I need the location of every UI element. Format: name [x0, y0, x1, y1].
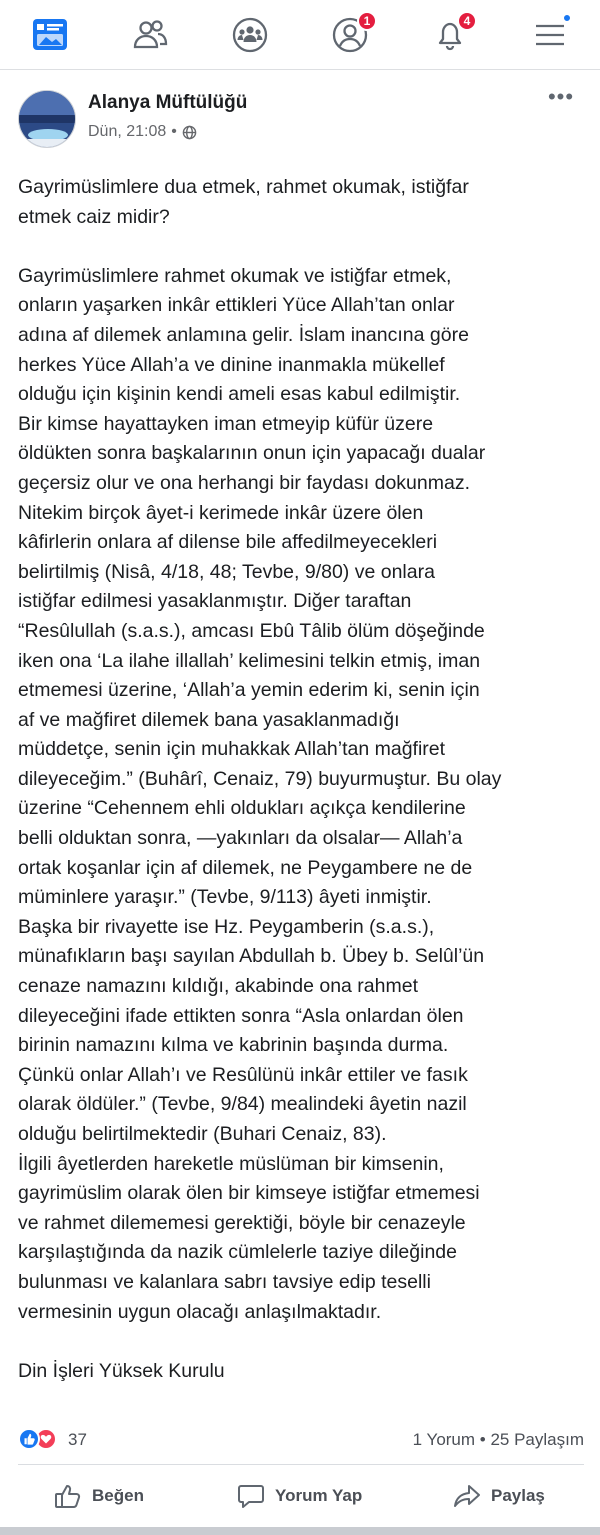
author-name[interactable]: Alanya Müftülüğü — [88, 92, 248, 113]
feed-separator — [0, 1527, 600, 1535]
body-line: karşılaştığında da nazik cümlelerle taziye dileğinde — [18, 1241, 457, 1264]
body-line: etmemesi üzerine, ‘Allah’a yemin ederim ki, senin için — [18, 679, 480, 702]
body-line: olduğu için kişinin kendi ameli esas kabul edilmiştir. — [18, 383, 461, 406]
like-reaction-icon — [18, 1428, 40, 1450]
post-body — [18, 262, 590, 1327]
body-line: dileyeceğim.” (Buhârî, Cenaiz, 79) buyurmuştur. Bu olay — [18, 767, 502, 790]
comments-shares-count[interactable]: 1 Yorum • 25 Paylaşım — [412, 1430, 584, 1449]
post-actions — [0, 1466, 600, 1526]
friends-icon — [131, 16, 169, 54]
body-line: üzerine “Cehennem ehli oldukları açıkça kendilerine — [18, 797, 466, 820]
like-label: Beğen — [92, 1486, 144, 1505]
globe-icon — [182, 125, 197, 140]
body-line: dileyeceğini ifade ettikten sonra “Asla onlardan ölen — [18, 1004, 464, 1027]
body-line: öldükten sonra başkalarının onun için yapacağı dualar — [18, 442, 486, 465]
like-button[interactable] — [53, 1466, 144, 1526]
avatar[interactable] — [18, 90, 76, 148]
post-question — [18, 173, 590, 232]
body-line: af ve mağfiret dilemek bana yasaklanmadığı — [18, 708, 400, 731]
body-line: kâfirlerin onlara af dilense bile affedilmeyecekleri — [18, 531, 438, 554]
question-line: etmek caiz midir? — [18, 205, 170, 228]
body-line: vermesinin uygun olacağı anlaşılmaktadır. — [18, 1300, 382, 1323]
body-line: Nitekim birçok âyet-i kerimede inkâr üzere ölen — [18, 501, 424, 524]
body-line: Çünkü onlar Allah’ı ve Resûlünü inkâr ettiler ve fasık — [18, 1063, 468, 1086]
action-divider — [18, 1464, 584, 1465]
reaction-count[interactable]: 37 — [68, 1430, 87, 1449]
comment-label: Yorum Yap — [275, 1486, 363, 1505]
body-line: istiğfar edilmesi yasaklanmıştır. Diğer taraftan — [18, 590, 412, 613]
nav-news-feed[interactable] — [0, 0, 100, 70]
body-line: gayrimüslim olarak ölen bir kimseye istiğfar etmemesi — [18, 1182, 480, 1205]
body-line: cenaze namazını kıldığı, akabinde ona rahmet — [18, 975, 418, 998]
thumbs-up-icon — [53, 1481, 83, 1511]
profile-badge: 1 — [357, 11, 377, 31]
meta-separator: • — [171, 123, 177, 140]
body-line: olduğu belirtilmektedir (Buhari Cenaiz, 83). — [18, 1123, 387, 1145]
body-line: olarak öldüler.” (Tevbe, 9/84) mealindeki âyetin nazil — [18, 1093, 467, 1116]
body-line: İlgili âyetlerden hareketle müslüman bir kimsenin, — [18, 1152, 444, 1175]
share-icon — [452, 1481, 482, 1511]
body-line: müddetçe, senin için muhakkak Allah’tan mağfiret — [18, 738, 446, 761]
reaction-icons[interactable] — [18, 1428, 68, 1450]
share-button[interactable] — [452, 1466, 545, 1526]
post-timestamp[interactable]: Dün, 21:08 — [88, 123, 167, 140]
post-options-button[interactable]: ••• — [547, 84, 575, 109]
top-navigation-bar — [0, 0, 600, 70]
comment-button[interactable] — [236, 1466, 362, 1526]
notifications-badge: 4 — [457, 11, 477, 31]
comment-icon — [236, 1481, 266, 1511]
body-line: belli olduktan sonra, —yakınları da olsalar— Allah’a — [18, 827, 463, 850]
body-line: müminlere yaraşır.” (Tevbe, 9/113) âyeti inmiştir. — [18, 886, 432, 909]
page-logo-icon — [19, 91, 76, 148]
body-line: Bir kimse hayattayken iman etmeyip küfür üzere — [18, 412, 434, 435]
share-label: Paylaş — [491, 1486, 545, 1505]
body-line: ortak koşanlar için af dilemek, ne Peygambere ne de — [18, 856, 473, 879]
body-line: Gayrimüslimlere rahmet okumak ve istiğfar etmek, — [18, 264, 452, 287]
nav-groups[interactable] — [200, 0, 300, 70]
groups-icon — [231, 16, 269, 54]
post-card — [0, 72, 600, 1535]
news-feed-icon — [31, 16, 69, 54]
body-line: “Resûlullah (s.a.s.), amcası Ebû Tâlib ölüm döşeğinde — [18, 619, 485, 642]
body-line: birinin namazını kılma ve kabrinin başında durma. — [18, 1034, 449, 1057]
body-line: onların yaşarken inkâr ettikleri Yüce Allah’tan onlar — [18, 294, 455, 317]
post-signature: Din İşleri Yüksek Kurulu — [18, 1359, 225, 1382]
post-text — [18, 173, 590, 1386]
body-line: iken ona ‘La ilahe illallah’ kelimesini telkin etmiş, iman — [18, 649, 481, 672]
nav-notifications[interactable] — [400, 0, 500, 70]
body-line: ve rahmet dilememesi gerektiği, böyle bir cenazeyle — [18, 1211, 466, 1234]
body-line: münafıkların başı sayılan Abdullah b. Übey b. Selûl’ün — [18, 945, 485, 968]
nav-friends[interactable] — [100, 0, 200, 70]
body-line: herkes Yüce Allah’a ve dinine inanmakla mükellef — [18, 353, 445, 376]
question-line: Gayrimüslimlere dua etmek, rahmet okumak, istiğfar — [18, 176, 469, 198]
post-stats — [18, 1424, 584, 1454]
body-line: belirtilmiş (Nisâ, 4/18, 48; Tevbe, 9/80) ve onlara — [18, 560, 435, 583]
menu-notification-dot — [562, 13, 572, 23]
body-line: geçersiz olur ve ona herhangi bir faydası dokunmaz. — [18, 471, 471, 494]
body-line: Başka bir rivayette ise Hz. Peygamberin (s.a.s.), — [18, 915, 435, 938]
body-line: bulunması ve kalanlara sabrı tavsiye edip teselli — [18, 1270, 431, 1293]
nav-profile[interactable] — [300, 0, 400, 70]
post-meta — [88, 123, 197, 141]
body-line: adına af dilemek anlamına gelir. İslam inancına göre — [18, 323, 469, 346]
nav-menu[interactable] — [500, 0, 600, 70]
